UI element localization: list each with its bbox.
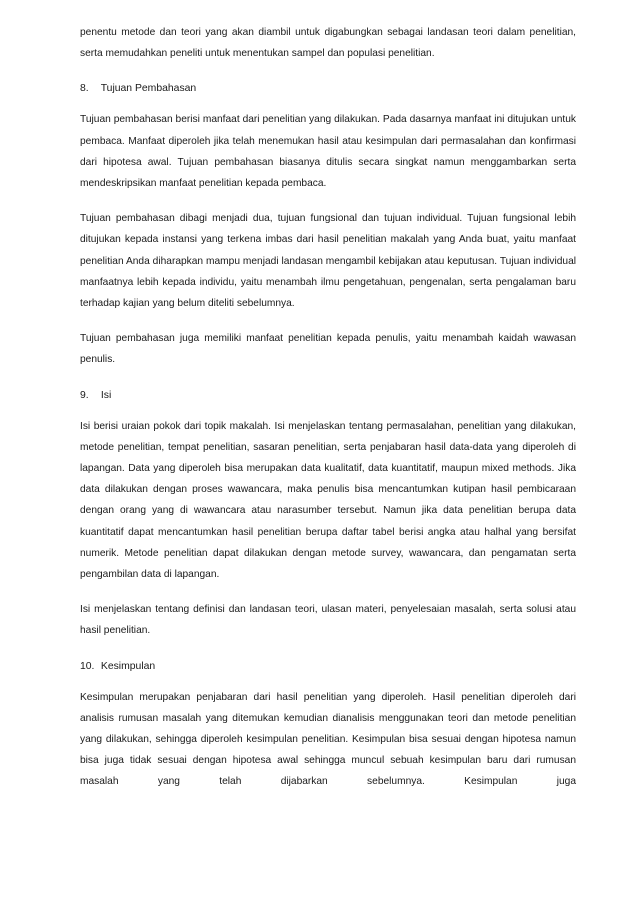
section-10-title: Kesimpulan: [100, 660, 156, 672]
section-9-number: 9.: [80, 389, 89, 401]
intro-paragraph: penentu metode dan teori yang akan diambil untuk digabungkan sebagai landasan teori dalam penelitian, serta memudahkan peneliti untuk menentukan sampel dan populasi penelitian.: [80, 27, 576, 60]
document-page: [80, 22, 576, 793]
section-8-paragraph-3: Tujuan pembahasan juga memiliki manfaat penelitian kepada penulis, yaitu menambah kaidah wawasan penulis.: [80, 333, 576, 366]
section-10-number: 10.: [80, 660, 95, 672]
section-8-paragraph-2: Tujuan pembahasan dibagi menjadi dua, tujuan fungsional dan tujuan individual. Tujuan fungsional lebih ditujukan kepada instansi yang terkena imbas dari hasil penelitian makalah yang Anda buat, yaitu manfaat penelitian Anda diharapkan mampu menjadi landasan mengambil kebijakan atau keputusan. Tujuan individual manfaatnya lebih kepada individu, yaitu menambah ilmu pengetahuan, pengenalan, serta pengalaman baru terhadap kajian yang belum diteliti sebelumnya.: [80, 213, 576, 310]
section-8-paragraph-1: Tujuan pembahasan berisi manfaat dari penelitian yang dilakukan. Pada dasarnya manfaat ini ditujukan untuk pembaca. Manfaat diperoleh jika telah menemukan hasil atau kesimpulan dari permasalahan dan konfirmasi dari hipotesa awal. Tujuan pembahasan biasanya ditulis secara singkat namun menggambarkan serta mendeskripsikan manfaat penelitian kepada pembaca.: [80, 114, 576, 190]
section-10-paragraph-1: Kesimpulan merupakan penjabaran dari hasil penelitian yang diperoleh. Hasil penelitian diperoleh dari analisis rumusan masalah yang ditemukan kemudian dianalisis menggunakan teori dan metode penelitian yang dilakukan, sehingga diperoleh kesimpulan penelitian. Kesimpulan bisa sesuai dengan hipotesa namun bisa juga tidak sesuai dengan hipotesa awal sehingga muncul sebuah kesimpulan baru dari rumusan masalah yang telah dijabarkan sebelumnya. Kesimpulan juga: [80, 691, 576, 788]
section-9-title: Isi: [100, 389, 112, 401]
section-8-title: Tujuan Pembahasan: [100, 83, 197, 95]
section-9-heading: [80, 385, 576, 406]
section-8-number: 8.: [80, 83, 89, 95]
section-10-heading: [80, 656, 576, 677]
section-9-paragraph-2: Isi menjelaskan tentang definisi dan landasan teori, ulasan materi, penyelesaian masalah, serta solusi atau hasil penelitian.: [80, 604, 576, 637]
section-9-paragraph-1: Isi berisi uraian pokok dari topik makalah. Isi menjelaskan tentang permasalahan, penelitian yang dilakukan, metode penelitian, tempat penelitian, sasaran penelitian, serta penjabaran hasil data-data yang diperoleh di lapangan. Data yang diperoleh bisa merupakan data kualitatif, data kuantitatif, maupun mixed methods. Jika data dilakukan dengan proses wawancara, maka penulis bisa mencantumkan kutipan hasil pembicaraan dengan orang yang di wawancara atau narasumber tersebut. Namun jika data penelitian berupa data kuantitatif dapat mencantumkan hasil penelitian berupa daftar tabel berisi angka atau halhal yang bersifat numerik. Metode penelitian dapat dilakukan dengan metode survey, wawancara, dan pengamatan serta pengambilan data di lapangan.: [80, 420, 576, 581]
section-8-heading: [80, 78, 576, 99]
